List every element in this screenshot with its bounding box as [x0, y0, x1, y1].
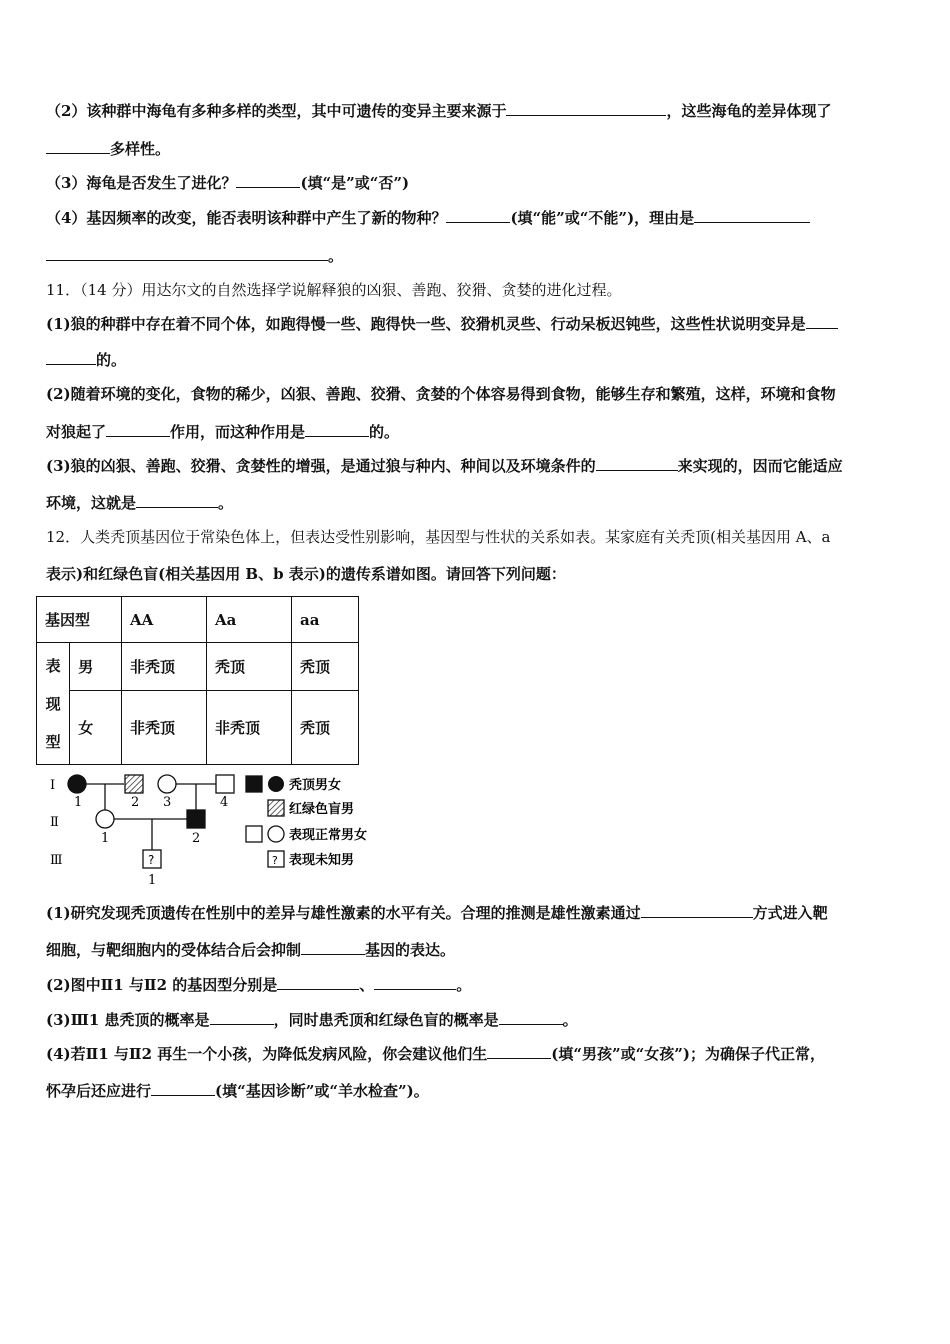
q12-part4-text-c: 怀孕后还应进行 — [46, 1082, 152, 1100]
q12-part4-blank-1[interactable] — [487, 1043, 551, 1059]
q12-part1-line2 — [46, 939, 908, 961]
q11-part2-blank-1[interactable] — [106, 421, 170, 437]
q11-part3-line1 — [46, 455, 908, 477]
legend-normal-label: 表现正常男女 — [289, 828, 368, 843]
q11-part2-line1 — [46, 383, 908, 405]
q12-part3-line — [46, 1009, 908, 1031]
table-head-cell: 基因型 — [37, 597, 122, 643]
q12-header-line2 — [46, 563, 908, 585]
generation-label-3: Ⅲ — [50, 853, 63, 868]
q12-part3-blank-2[interactable] — [499, 1009, 563, 1025]
table-row-female — [37, 691, 359, 765]
table-cell: 非秃顶 — [122, 643, 207, 691]
q11-part1-blank-2[interactable] — [46, 349, 96, 365]
q11-header — [46, 279, 908, 301]
q10-part2-blank-1[interactable] — [506, 100, 666, 116]
table-col-aa: aa — [292, 597, 359, 643]
legend-normal-female-symbol — [268, 826, 284, 842]
q12-header-line1 — [46, 526, 908, 548]
q10-part2-line1 — [46, 100, 908, 122]
q10-part2-text: （2）该种群中海龟有多种多样的类型，其中可遗传的变异主要来源于 — [46, 102, 507, 120]
q12-part3-text-b: ，同时患秃顶和红绿色盲的概率是 — [273, 1011, 499, 1029]
q12-part4-line2 — [46, 1080, 908, 1102]
q11-part2-text-c: 作用，而这种作用是 — [170, 423, 306, 441]
pedigree-I2-colorblind-male — [125, 775, 143, 793]
legend-colorblind-label: 红绿色盲男 — [289, 802, 355, 817]
q10-part4-blank-2[interactable] — [694, 207, 810, 223]
q12-part2-text-c: 。 — [456, 976, 472, 994]
q10-part3-blank[interactable] — [236, 172, 300, 188]
q11-part1-blank-1[interactable] — [806, 313, 838, 329]
pedigree-II1-normal-female — [96, 810, 114, 828]
row-group-char-2: 现 — [45, 694, 61, 713]
q11-part2-text-d: 的。 — [369, 423, 400, 441]
q10-part2-text-c: 多样性。 — [110, 140, 171, 158]
q10-part4-blank-3[interactable] — [46, 245, 328, 261]
q11-part3-line2 — [46, 492, 908, 514]
q12-part4-text-d: (填“基因诊断”或“羊水检查”)。 — [215, 1082, 429, 1100]
q12-part4-text-b: (填“男孩”或“女孩”)；为确保子代正常， — [551, 1045, 825, 1063]
legend-bald-female-symbol — [268, 776, 284, 792]
q10-part4-text: （4）基因频率的改变，能否表明该种群中产生了新的物种？ — [46, 209, 447, 227]
q11-part3-text: (3)狼的凶狠、善跑、狡猾、贪婪性的增强，是通过狼与种内、种间以及环境条件的 — [46, 457, 596, 475]
pedigree-num-I3: 3 — [163, 795, 172, 810]
q10-part3-line — [46, 172, 908, 194]
legend-unknown-mark: ? — [272, 854, 278, 867]
q12-part1-blank-2[interactable] — [301, 939, 365, 955]
q12-part1-text-d: 基因的表达。 — [365, 941, 456, 959]
genotype-phenotype-table — [36, 596, 359, 765]
pedigree-num-I1: 1 — [74, 795, 83, 810]
q11-part2-text-b: 对狼起了 — [46, 423, 107, 441]
table-sex-male: 男 — [70, 643, 122, 691]
q12-part4-text: (4)若Ⅱ1 与Ⅱ2 再生一个小孩，为降低发病风险，你会建议他们生 — [46, 1045, 488, 1063]
q11-part2-line2 — [46, 421, 908, 443]
pedigree-num-III1: 1 — [148, 873, 157, 888]
q12-part1-text-c: 细胞，与靶细胞内的受体结合后会抑制 — [46, 941, 302, 959]
unknown-mark: ? — [148, 853, 155, 867]
pedigree-I3-normal-female — [158, 775, 176, 793]
q11-part3-text-c: 环境，这就是 — [46, 494, 137, 512]
table-row-male — [37, 643, 359, 691]
q12-part1-text: (1)研究发现秃顶遗传在性别中的差异与雄性激素的水平有关。合理的推测是雄性激素通过 — [46, 904, 641, 922]
table-cell: 秃顶 — [292, 643, 359, 691]
q12-part4-blank-2[interactable] — [151, 1080, 215, 1096]
legend-bald-label: 秃顶男女 — [289, 778, 342, 793]
pedigree-num-I2: 2 — [131, 795, 140, 810]
legend-unknown-label: 表现未知男 — [289, 853, 355, 868]
table-header-row — [37, 597, 359, 643]
table-cell: 秃顶 — [207, 643, 292, 691]
q12-part4-line1 — [46, 1043, 908, 1065]
q12-part1-blank-1[interactable] — [641, 902, 753, 918]
q11-part3-blank-1[interactable] — [596, 455, 678, 471]
q12-part3-text: (3)Ⅲ1 患秃顶的概率是 — [46, 1011, 210, 1029]
legend-colorblind-male-symbol — [268, 800, 284, 816]
q10-part2-blank-2[interactable] — [46, 138, 110, 154]
row-group-char-1: 表 — [45, 656, 61, 675]
pedigree-II2-bald-male — [187, 810, 205, 828]
table-cell: 非秃顶 — [122, 691, 207, 765]
q10-part4-blank-1[interactable] — [446, 207, 510, 223]
q11-part3-text-d: 。 — [218, 494, 234, 512]
q11-part1-line1 — [46, 313, 908, 335]
table-col-AA: AA — [122, 597, 207, 643]
q12-part3-text-c: 。 — [562, 1011, 578, 1029]
q11-part3-blank-2[interactable] — [136, 492, 218, 508]
pedigree-num-II2: 2 — [192, 831, 201, 846]
q10-part3-text-b: (填“是”或“否”) — [300, 174, 410, 192]
q10-part4-line2 — [46, 245, 908, 267]
q12-part2-text: (2)图中Ⅱ1 与Ⅱ2 的基因型分别是 — [46, 976, 278, 994]
table-cell: 非秃顶 — [207, 691, 292, 765]
q12-part1-text-b: 方式进入靶 — [752, 904, 828, 922]
row-group-char-3: 型 — [45, 732, 61, 751]
legend-bald-male-symbol — [246, 776, 262, 792]
table-cell: 秃顶 — [292, 691, 359, 765]
q11-part2-text: (2)随着环境的变化，食物的稀少，凶狠、善跑、狡猾、贪婪的个体容易得到食物，能够生存和繁殖，这样，环境和食物 — [46, 385, 836, 403]
q10-part4-text-b: (填“能”或“不能”)，理由是 — [510, 209, 695, 227]
q12-part2-blank-1[interactable] — [277, 974, 359, 990]
q12-part2-blank-2[interactable] — [374, 974, 456, 990]
table-sex-female: 女 — [70, 691, 122, 765]
q10-part4-text-c: 。 — [328, 247, 344, 265]
legend-normal-male-symbol — [246, 826, 262, 842]
q12-header-text-a: 12．人类秃顶基因位于常染色体上，但表达受性别影响，基因型与性状的关系如表。某家庭有关秃顶(相关基因用 A、a — [46, 528, 831, 546]
pedigree-num-II1: 1 — [101, 831, 110, 846]
q12-part3-blank-1[interactable] — [210, 1009, 274, 1025]
generation-label-2: Ⅱ — [50, 815, 59, 830]
q11-part1-line2 — [46, 349, 908, 371]
pedigree-I1-bald-female — [68, 775, 86, 793]
q11-header-text: 11．（14 分）用达尔文的自然选择学说解释狼的凶狠、善跑、狡猾、贪婪的进化过程。 — [46, 281, 622, 299]
q10-part3-text: （3）海龟是否发生了进化？ — [46, 174, 237, 192]
pedigree-num-I4: 4 — [220, 795, 229, 810]
pedigree-diagram — [44, 764, 394, 888]
table-row-group-label — [37, 643, 70, 765]
generation-label-1: Ⅰ — [50, 778, 56, 793]
q12-header-text-b: 表示)和红绿色盲(相关基因用 B、b 表示)的遗传系谱如图。请回答下列问题： — [46, 565, 566, 583]
q12-part2-line — [46, 974, 908, 996]
q11-part1-text: (1)狼的种群中存在着不同个体，如跑得慢一些、跑得快一些、狡猾机灵些、行动呆板迟钝些，这些性状说明变异是 — [46, 315, 806, 333]
q12-part1-line1 — [46, 902, 908, 924]
q12-part2-text-b: 、 — [359, 976, 375, 994]
q11-part1-text-b: 的。 — [96, 351, 127, 369]
table-col-Aa: Aa — [207, 597, 292, 643]
q10-part2-text-b: ，这些海龟的差异体现了 — [666, 102, 832, 120]
q10-part2-line2 — [46, 138, 908, 160]
q10-part4-line1 — [46, 207, 908, 229]
q11-part2-blank-2[interactable] — [305, 421, 369, 437]
q11-part3-text-b: 来实现的，因而它能适应 — [677, 457, 843, 475]
pedigree-I4-normal-male — [216, 775, 234, 793]
